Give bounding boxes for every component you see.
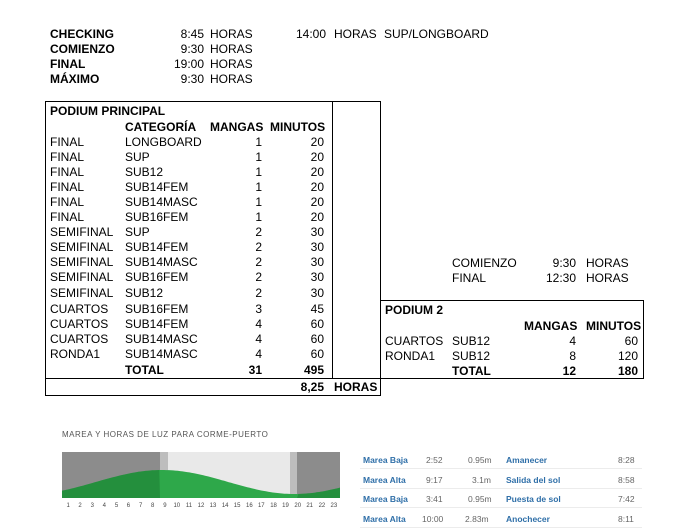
hour-tick: 19: [282, 503, 289, 509]
row-mangas: 4: [569, 334, 576, 348]
row-minutos: 20: [310, 165, 324, 179]
schedule-unit: HORAS: [210, 57, 253, 71]
tide-row: [360, 511, 642, 528]
schedule-extra-label: SUP/LONGBOARD: [384, 27, 489, 41]
schedule-extra-time: 14:00: [296, 27, 327, 41]
schedule-time: 12:30: [545, 271, 576, 285]
tide-event: Anochecer: [506, 514, 550, 524]
schedule-unit: HORAS: [586, 256, 629, 270]
hour-tick: 18: [270, 503, 277, 509]
podium2-total-mangas: 12: [562, 364, 576, 378]
row-categoria: SUB16FEM: [125, 302, 189, 316]
row-categoria: SUB14MASC: [125, 195, 198, 209]
row-fase: FINAL: [50, 195, 85, 209]
row-fase: RONDA1: [385, 349, 436, 363]
total-minutos: 495: [303, 363, 324, 377]
row-minutos: 30: [310, 225, 324, 239]
header-minutos: MINUTOS: [270, 120, 326, 134]
row-fase: CUARTOS: [50, 332, 109, 346]
schedule-label: COMIENZO: [452, 256, 517, 270]
row-categoria: SUB12: [125, 286, 164, 300]
schedule-label: FINAL: [452, 271, 487, 285]
row-categoria: SUB14MASC: [125, 255, 198, 269]
row-minutos: 60: [310, 332, 324, 346]
hour-tick: 15: [233, 503, 241, 509]
row-categoria: SUB16FEM: [125, 270, 189, 284]
tide-row: [360, 491, 642, 508]
tide-event-time: 8:58: [618, 475, 635, 485]
hour-tick: 12: [197, 503, 205, 509]
schedule-time: 9:30: [180, 42, 204, 56]
schedule-extra-unit: HORAS: [334, 27, 377, 41]
row-categoria: SUB16FEM: [125, 210, 189, 224]
row-fase: SEMIFINAL: [50, 270, 114, 284]
row-categoria: SUB14MASC: [125, 332, 198, 346]
tide-time: 3:41: [426, 494, 443, 504]
total-hours-unit: HORAS: [334, 380, 378, 394]
chart-dusk-band: [290, 452, 297, 498]
schedule-unit: HORAS: [210, 72, 253, 86]
hour-tick: 20: [294, 503, 302, 509]
row-mangas: 1: [255, 195, 262, 209]
hour-tick: 11: [185, 503, 193, 509]
row-fase: SEMIFINAL: [50, 240, 114, 254]
hour-tick: 16: [246, 503, 253, 509]
row-mangas: 3: [255, 302, 262, 316]
podium-principal-column-divider: [332, 101, 333, 379]
row-categoria: SUP: [125, 150, 150, 164]
hour-tick: 23: [330, 503, 338, 509]
row-mangas: 4: [255, 317, 262, 331]
row-minutos: 20: [310, 150, 324, 164]
row-minutos: 60: [624, 334, 638, 348]
row-mangas: 4: [255, 347, 262, 361]
row-minutos: 30: [310, 286, 324, 300]
schedule-unit: HORAS: [586, 271, 629, 285]
row-fase: FINAL: [50, 180, 85, 194]
row-fase: FINAL: [50, 210, 85, 224]
row-categoria: SUB14FEM: [125, 317, 189, 331]
hour-tick: 2: [78, 503, 82, 509]
hour-tick: 14: [221, 503, 229, 509]
row-fase: SEMIFINAL: [50, 255, 114, 269]
tide-event-time: 8:28: [618, 455, 635, 465]
row-categoria: SUB12: [452, 349, 491, 363]
row-minutos: 30: [310, 240, 324, 254]
row-minutos: 20: [310, 210, 324, 224]
total-label: TOTAL: [125, 363, 164, 377]
tide-time: 2:52: [426, 455, 443, 465]
tide-label: Marea Alta: [363, 475, 406, 485]
row-mangas: 2: [255, 225, 262, 239]
tide-title: MAREA Y HORAS DE LUZ PARA CORME-PUERTO: [62, 430, 269, 439]
schedule-unit: HORAS: [210, 27, 253, 41]
tide-label: Marea Baja: [363, 455, 408, 465]
podium-principal-total-divider: [45, 378, 381, 379]
row-fase: FINAL: [50, 135, 85, 149]
total-mangas: 31: [248, 363, 262, 377]
row-mangas: 2: [255, 286, 262, 300]
row-mangas: 4: [255, 332, 262, 346]
tide-label: Marea Baja: [363, 494, 408, 504]
row-mangas: 1: [255, 150, 262, 164]
podium2-total-label: TOTAL: [452, 364, 491, 378]
tide-hour-axis: [62, 503, 340, 513]
row-minutos: 60: [310, 347, 324, 361]
tide-event: Salida del sol: [506, 475, 561, 485]
hour-tick: 8: [150, 503, 155, 509]
hour-tick: 7: [139, 503, 143, 509]
row-fase: CUARTOS: [385, 334, 444, 348]
row-mangas: 8: [569, 349, 576, 363]
row-categoria: LONGBOARD: [125, 135, 202, 149]
row-mangas: 1: [255, 180, 262, 194]
row-fase: FINAL: [50, 150, 85, 164]
row-categoria: SUB14FEM: [125, 240, 189, 254]
podium2-title: PODIUM 2: [385, 303, 444, 317]
row-minutos: 20: [310, 180, 324, 194]
tide-time: 9:17: [426, 475, 443, 485]
tide-event: Amanecer: [506, 455, 548, 465]
hour-tick: 10: [173, 503, 181, 509]
schedule-label: FINAL: [50, 57, 86, 71]
schedule-label: COMIENZO: [50, 42, 115, 56]
tide-label: Marea Alta: [363, 514, 406, 524]
tide-height: 2.83m: [465, 514, 489, 524]
header-categoria: CATEGORÍA: [125, 120, 197, 134]
row-mangas: 2: [255, 255, 262, 269]
row-minutos: 20: [310, 135, 324, 149]
podium2-header-mangas: MANGAS: [524, 319, 578, 333]
row-categoria: SUB14MASC: [125, 347, 198, 361]
podium2-header-minutos: MINUTOS: [586, 319, 642, 333]
tide-event-time: 8:11: [618, 514, 634, 524]
hour-tick: 3: [90, 503, 94, 509]
header-mangas: MANGAS: [210, 120, 264, 134]
hour-tick: 22: [318, 503, 326, 509]
row-minutos: 60: [310, 317, 324, 331]
row-fase: CUARTOS: [50, 302, 109, 316]
hour-tick: 21: [306, 503, 314, 509]
podium-principal-title: PODIUM PRINCIPAL: [50, 104, 166, 118]
schedule-time: 9:30: [180, 72, 204, 86]
row-fase: FINAL: [50, 165, 85, 179]
hour-tick: 17: [257, 503, 265, 509]
row-minutos: 30: [310, 270, 324, 284]
row-categoria: SUB12: [452, 334, 491, 348]
podium2-total-minutos: 180: [617, 364, 638, 378]
schedule-time: 8:45: [180, 27, 204, 41]
schedule-time: 9:30: [552, 256, 576, 270]
row-fase: SEMIFINAL: [50, 225, 114, 239]
hour-tick: 9: [163, 503, 167, 509]
row-minutos: 45: [310, 302, 324, 316]
tide-height: 0.95m: [468, 455, 492, 465]
row-minutos: 120: [617, 349, 638, 363]
row-minutos: 20: [310, 195, 324, 209]
hour-tick: 5: [114, 503, 119, 509]
row-minutos: 30: [310, 255, 324, 269]
tide-chart: [62, 452, 340, 498]
row-mangas: 1: [255, 210, 262, 224]
row-fase: CUARTOS: [50, 317, 109, 331]
hour-tick: 6: [126, 503, 131, 509]
hour-tick: 1: [66, 503, 70, 509]
row-fase: RONDA1: [50, 347, 101, 361]
tide-row: [360, 452, 642, 469]
row-mangas: 2: [255, 240, 262, 254]
schedule-unit: HORAS: [210, 42, 253, 56]
schedule-label: MÁXIMO: [50, 72, 100, 86]
row-mangas: 1: [255, 165, 262, 179]
row-categoria: SUB12: [125, 165, 164, 179]
total-hours-value: 8,25: [300, 380, 324, 394]
row-categoria: SUB14FEM: [125, 180, 189, 194]
tide-event: Puesta de sol: [506, 494, 561, 504]
hour-tick: 13: [209, 503, 217, 509]
schedule-label: CHECKING: [50, 27, 115, 41]
row-fase: SEMIFINAL: [50, 286, 114, 300]
row-categoria: SUP: [125, 225, 150, 239]
tide-time: 10:00: [422, 514, 444, 524]
schedule-time: 19:00: [173, 57, 204, 71]
row-mangas: 1: [255, 135, 262, 149]
hour-tick: 4: [102, 503, 106, 509]
row-mangas: 2: [255, 270, 262, 284]
tide-height: 3.1m: [472, 475, 491, 485]
tide-row: [360, 472, 642, 489]
tide-event-time: 7:42: [618, 494, 635, 504]
tide-height: 0.95m: [468, 494, 492, 504]
